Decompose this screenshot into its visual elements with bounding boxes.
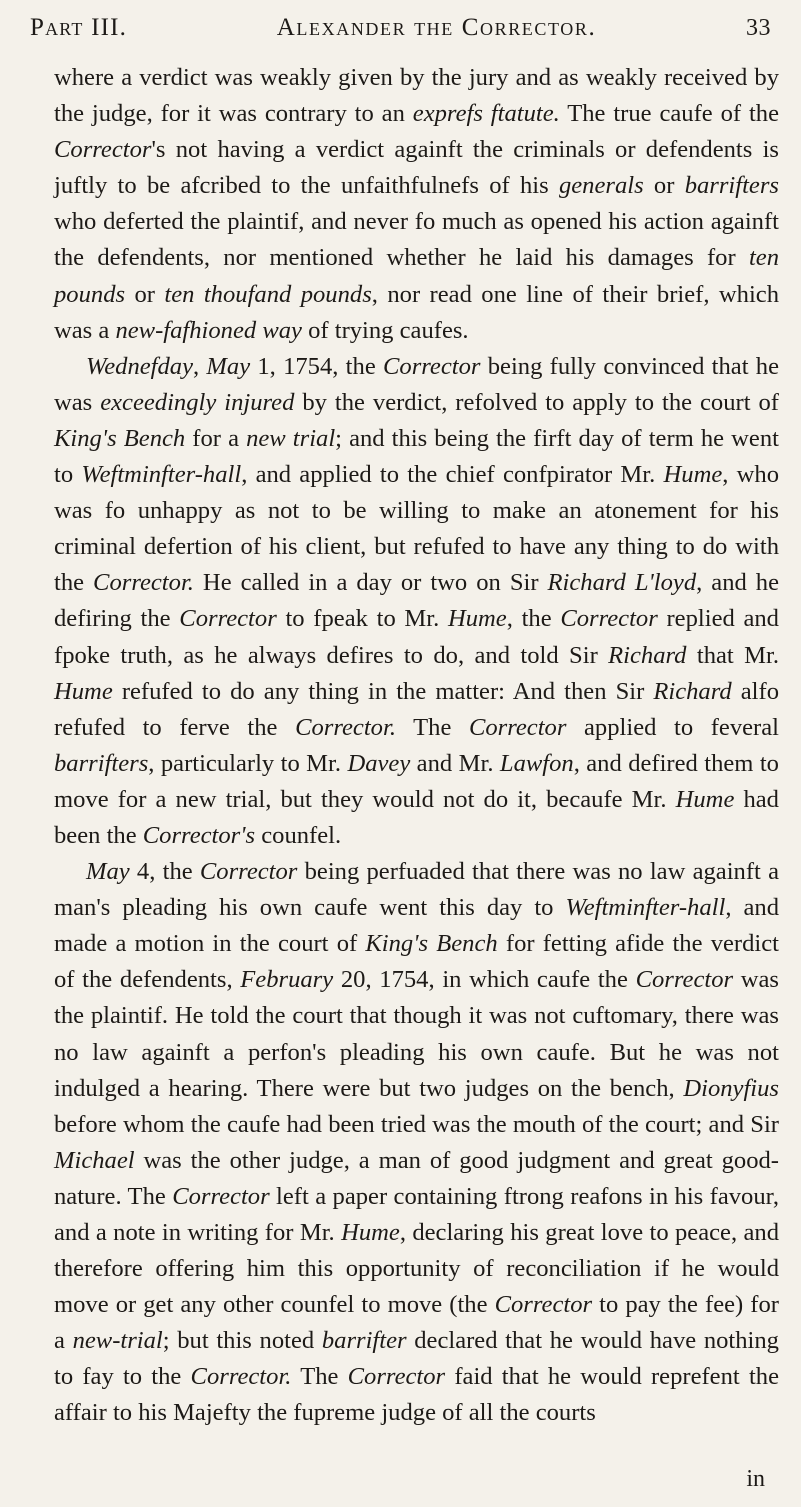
italic-text: Corrector [179, 605, 277, 633]
text-run: of trying caufes. [301, 316, 469, 344]
italic-text: new-trial [72, 1327, 163, 1355]
text-run: , and applied to the chief confpirator Mr. [241, 461, 664, 489]
text-run: was the other judge, a man of good judgment and great good-nature. The [54, 1146, 779, 1210]
italic-text: Weftminfter-hall [565, 894, 726, 922]
italic-text: ten thoufand pounds [164, 280, 372, 308]
text-run: refufed to do any thing in the matter: And then Sir [112, 677, 654, 705]
text-run: The true caufe of the [559, 100, 780, 128]
text-run: , and he defiring the [54, 569, 780, 633]
italic-text: Richard L'loyd [547, 569, 697, 597]
text-run: , nor read one line of their brief, which was a [54, 280, 779, 344]
text-run: , particularly to Mr. [148, 749, 348, 777]
italic-text: Hume [341, 1219, 400, 1246]
italic-text: King's Bench [54, 424, 186, 452]
italic-text: Hume [675, 785, 735, 813]
italic-text: Davey [347, 749, 411, 777]
italic-text: May [86, 858, 130, 886]
text-run: The [291, 1363, 348, 1391]
text-run: to pay the fee) for a [54, 1291, 779, 1355]
text-run: left a paper containing ftrong reafons in his favour, and a note in writing for Mr. [54, 1182, 779, 1246]
italic-text: Corrector. [190, 1363, 292, 1391]
text-run: faid that he would reprefent the affair to his Majefty the fupreme judge of all the courts [54, 1363, 779, 1427]
text-run: by the verdict, refolved to apply to the court of [294, 388, 779, 416]
italic-text: Corrector [347, 1363, 446, 1391]
paragraph [54, 60, 779, 349]
italic-text: Wednefday [86, 352, 193, 380]
text-run: for a [185, 424, 247, 452]
italic-text: Hume [663, 461, 723, 489]
italic-text: ten pounds [54, 244, 779, 308]
italic-text: Dionyfius [683, 1074, 779, 1102]
italic-text: new-fafhioned way [115, 316, 302, 344]
italic-text: exprefs ftatute. [412, 100, 560, 128]
text-run: or [643, 172, 685, 200]
paragraph [54, 854, 779, 1432]
italic-text: Corrector [54, 136, 152, 164]
italic-text: Corrector [199, 858, 298, 886]
body-text [54, 60, 779, 1432]
text-run: who deferted the plaintif, and never fo much as opened his action againft the defendents, nor mentioned whether he laid his damages for [54, 208, 779, 272]
text-run: ; and this being the firft day of term he went to [54, 424, 779, 489]
page-number: 33 [746, 15, 771, 41]
part-label: Part III. [30, 14, 128, 41]
text-run: that Mr. [686, 641, 779, 669]
italic-text: Corrector [172, 1182, 270, 1210]
text-run: He called in a day or two on Sir [193, 569, 548, 597]
text-run: and Mr. [410, 749, 500, 777]
italic-text: May [206, 352, 251, 380]
text-run: where a verdict was weakly given by the jury and as weakly received by the judge, for it was contrary to an [54, 64, 779, 128]
text-run: counfel. [255, 821, 342, 849]
text-run: being fully convinced that he was [54, 352, 780, 416]
italic-text: Corrector. [93, 569, 194, 597]
text-run: being perfuaded that there was no law againft a man's pleading his own caufe went this day to [54, 858, 780, 922]
text-run: , and made a motion in the court of [54, 894, 779, 958]
italic-text: Corrector [494, 1291, 593, 1319]
text-run: 1, 1754, the [250, 352, 383, 380]
paragraph [54, 349, 779, 854]
text-run: alfo refufed to ferve the [54, 677, 780, 741]
catchword: in [746, 1466, 765, 1492]
italic-text: Hume [54, 677, 113, 705]
italic-text: Corrector's [142, 821, 256, 849]
text-run: to fpeak to Mr. [276, 605, 448, 633]
text-run: , the [506, 605, 561, 633]
italic-text: barrifters [684, 172, 779, 200]
italic-text: Corrector [560, 605, 658, 633]
text-run: , [193, 352, 207, 380]
italic-text: barrifter [321, 1327, 407, 1355]
text-run: The [395, 713, 469, 741]
italic-text: Corrector. [295, 713, 396, 741]
italic-text: Lawfon [499, 749, 574, 777]
running-title: Alexander the Corrector. [276, 14, 597, 41]
text-run: 's not having a verdict againft the criminals or defendents is juftly to be afcribed to the unfaithfulnefs of his [54, 136, 779, 200]
italic-text: Richard [653, 677, 732, 705]
text-run: was the plaintif. He told the court that though it was not cuftomary, there was no law againft a perfon's pleading his own caufe. But he was not indulged a hearing. There were but two judges on the bench, [54, 966, 779, 1102]
text-run: , and defired them to move for a new trial, but they would not do it, becaufe Mr. [54, 749, 779, 813]
text-run: for fetting afide the verdict of the defendents, [54, 930, 779, 994]
italic-text: Michael [54, 1146, 135, 1174]
italic-text: generals [558, 172, 644, 200]
italic-text: Corrector [635, 966, 734, 994]
italic-text: barrifters [54, 749, 149, 777]
text-run: declared that he would have nothing to fay to the [54, 1327, 779, 1391]
text-run: replied and fpoke truth, as he always defires to do, and told Sir [54, 605, 779, 669]
text-run: before whom the caufe had been tried was the mouth of the court; and Sir [54, 1110, 779, 1138]
running-header [30, 14, 771, 54]
text-run: 4, the [129, 858, 200, 886]
text-run: applied to feveral [566, 713, 779, 741]
italic-text: King's Bench [365, 930, 498, 958]
text-run: , who was fo unhappy as not to be willing to make an atonement for his criminal defertion of his client, but refufed to have any thing to do with the [54, 461, 779, 597]
text-run: 20, 1754, in which caufe the [333, 966, 636, 994]
text-run: or [125, 280, 165, 308]
italic-text: Weftminfter-hall [81, 461, 242, 489]
italic-text: Corrector [468, 713, 567, 741]
italic-text: February [240, 966, 334, 994]
italic-text: Richard [608, 641, 687, 669]
text-run: ; but this noted [162, 1327, 322, 1355]
italic-text: Corrector [383, 352, 481, 380]
italic-text: Hume [447, 605, 507, 633]
italic-text: new trial [246, 424, 336, 452]
text-run: , declaring his great love to peace, and therefore offering him this opportunity of reconciliation if he would move or get any other counfel to move (the [54, 1219, 779, 1319]
text-run: had been the [54, 785, 779, 849]
italic-text: exceedingly injured [100, 388, 295, 416]
